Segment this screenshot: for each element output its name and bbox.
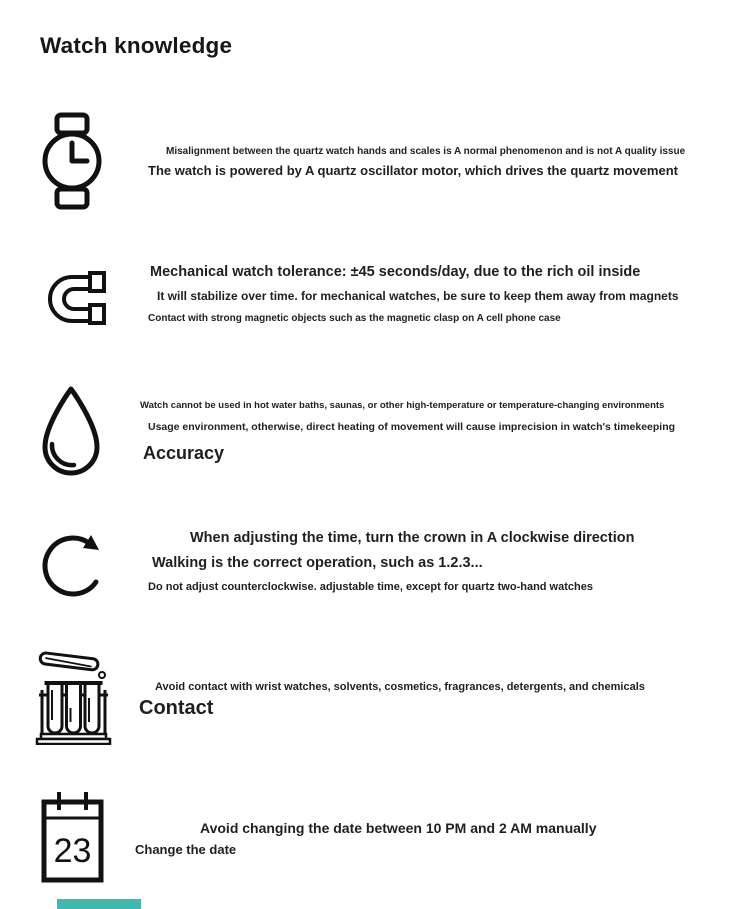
magnet-icon (38, 263, 108, 333)
section-text-line: Misalignment between the quartz watch hands and scales is A normal phenomenon and is not A quality issue (166, 146, 686, 157)
section-text-line: Watch cannot be used in hot water baths, saunas, or other high-temperature or temperature-changing environments (140, 400, 665, 411)
section-text-line: Contact with strong magnetic objects such as the magnetic clasp on A cell phone case (148, 313, 561, 324)
wristwatch-icon (40, 112, 104, 210)
section-text-line: Change the date (135, 842, 237, 857)
section-text-line: Mechanical watch tolerance: ±45 seconds/day, due to the rich oil inside (150, 264, 641, 280)
section-text-line: It will stabilize over time. for mechanical watches, be sure to keep them away from magnets (157, 289, 679, 303)
calendar-day-number: 23 (53, 832, 92, 870)
section-text-line: Walking is the correct operation, such as 1.2.3... (152, 555, 483, 571)
calendar-icon (40, 790, 105, 884)
rotate-clockwise-icon (40, 520, 106, 605)
section-heading: Accuracy (143, 443, 225, 463)
section-text-line: Do not adjust counterclockwise. adjustable time, except for quartz two-hand watches (148, 581, 593, 593)
water-drop-icon (38, 384, 104, 480)
section-text-line: Avoid changing the date between 10 PM and 2 AM manually (200, 820, 597, 836)
test-tubes-icon (35, 648, 112, 745)
section-text-line: Usage environment, otherwise, direct heating of movement will cause imprecision in watch's timekeeping (148, 421, 676, 433)
section-heading: Contact (139, 697, 214, 719)
section-text-line: The watch is powered by A quartz oscillator motor, which drives the quartz movement (148, 163, 678, 178)
section-text-line: When adjusting the time, turn the crown in A clockwise direction (190, 530, 635, 546)
page-title: Watch knowledge (40, 33, 233, 58)
bottom-accent-bar (57, 899, 141, 909)
section-text-line: Avoid contact with wrist watches, solvents, cosmetics, fragrances, detergents, and chemicals (155, 681, 645, 693)
